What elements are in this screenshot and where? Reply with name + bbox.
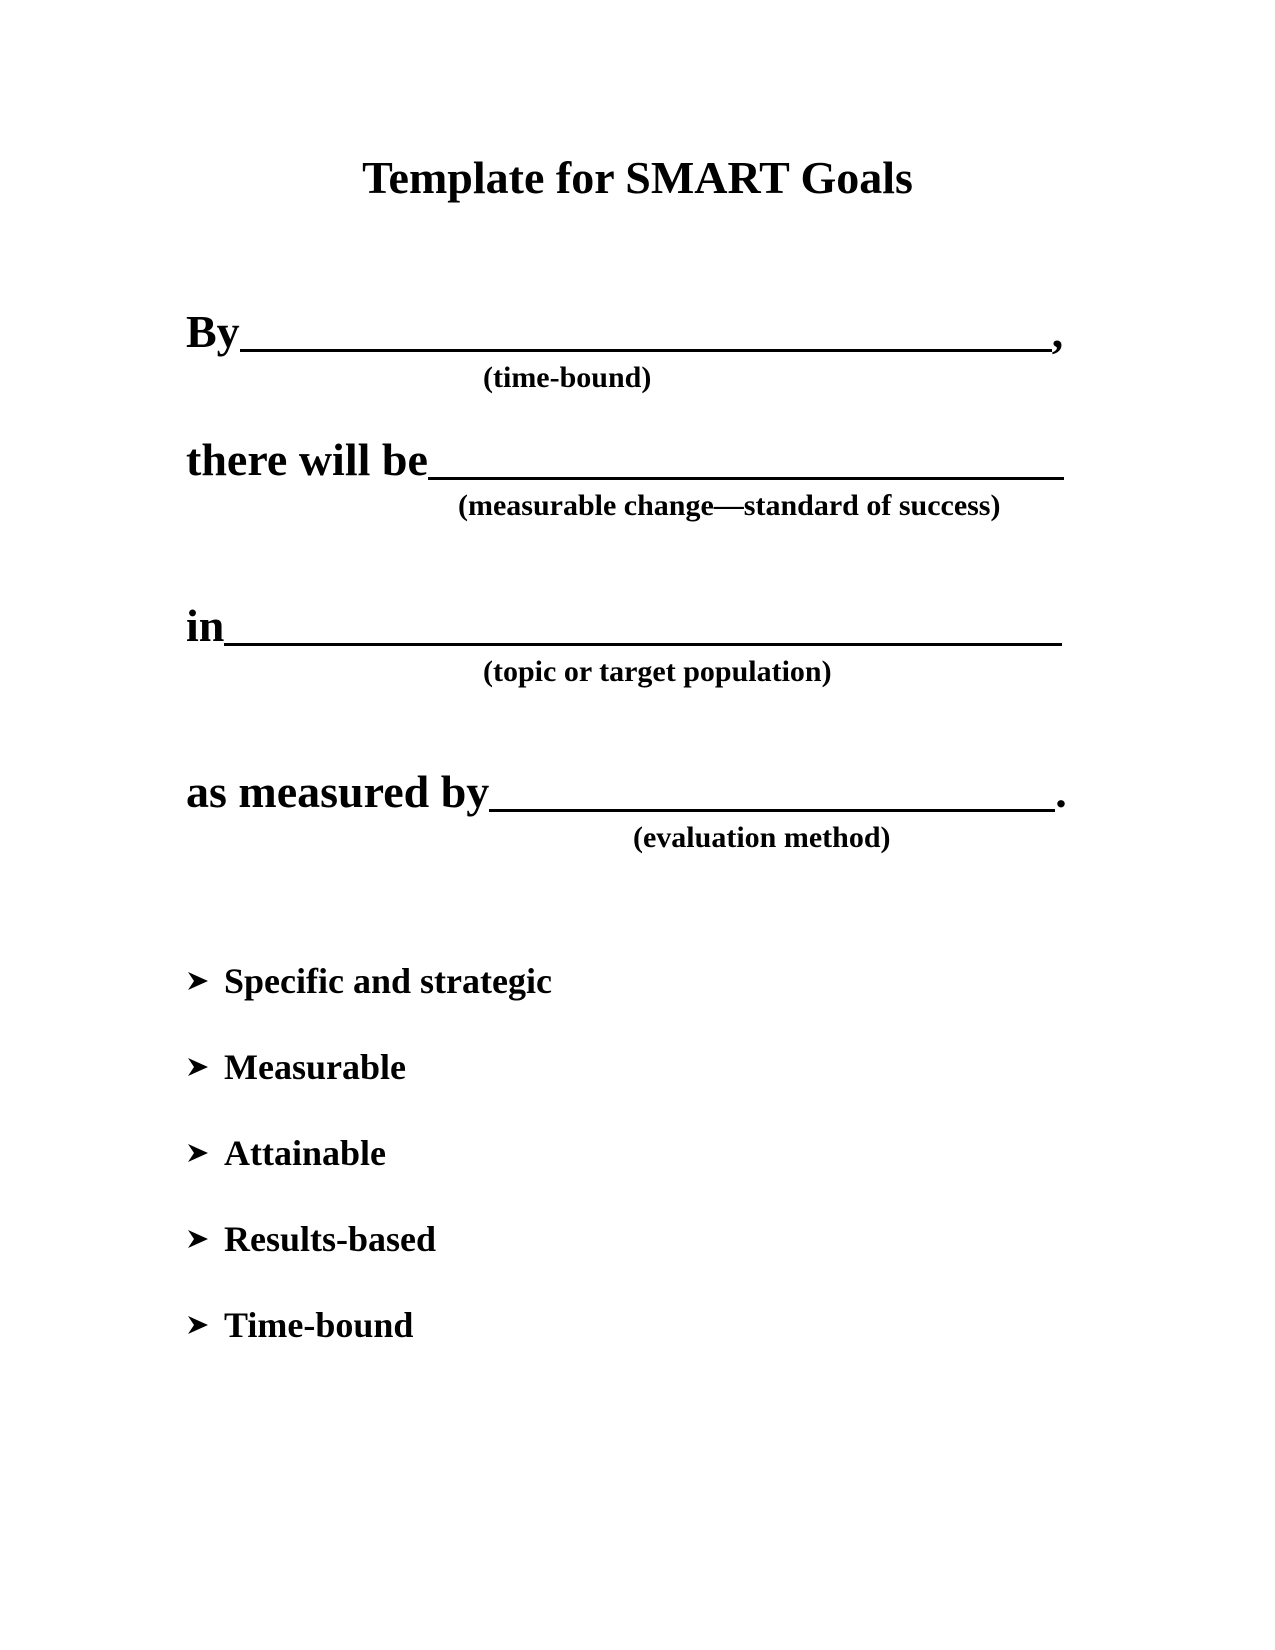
arrowhead-bullet-icon [186,1141,212,1165]
list-item [186,1110,552,1196]
page-title: Template for SMART Goals [362,152,913,203]
time-bound-caption: (time-bound) [483,361,652,394]
evaluation-method-caption: (evaluation method) [633,821,891,854]
arrowhead-bullet-icon [186,1227,212,1251]
arrowhead-bullet-icon [186,1055,212,1079]
target-population-lead: in [186,600,225,651]
target-population-caption: (topic or target population) [483,655,832,688]
list-item [186,1282,552,1368]
time-bound-lead: By [186,306,240,357]
evaluation-method-lead: as measured by [186,766,490,817]
smart-criteria-list [186,938,552,1368]
smart-item-label: Measurable [224,1047,406,1087]
arrowhead-bullet-icon [186,969,212,993]
smart-item-label: Specific and strategic [224,961,552,1001]
smart-item-label: Attainable [224,1133,386,1173]
evaluation-method-line [186,760,1067,820]
list-item [186,1196,552,1282]
measurable-change-caption: (measurable change—standard of success) [458,489,1001,522]
evaluation-method-period: . [1055,766,1067,817]
smart-item-label: Time-bound [224,1305,414,1345]
time-bound-blank[interactable] [240,305,1052,352]
list-item [186,938,552,1024]
target-population-line [186,594,1062,654]
list-item [186,1024,552,1110]
measurable-change-lead: there will be [186,434,428,485]
measurable-change-blank[interactable] [428,433,1064,480]
evaluation-method-blank[interactable] [489,765,1055,812]
arrowhead-bullet-icon [186,1313,212,1337]
measurable-change-line [186,428,1064,488]
time-bound-line [186,300,1063,360]
smart-item-label: Results-based [224,1219,437,1259]
time-bound-comma: , [1051,306,1064,357]
target-population-blank[interactable] [224,599,1062,646]
